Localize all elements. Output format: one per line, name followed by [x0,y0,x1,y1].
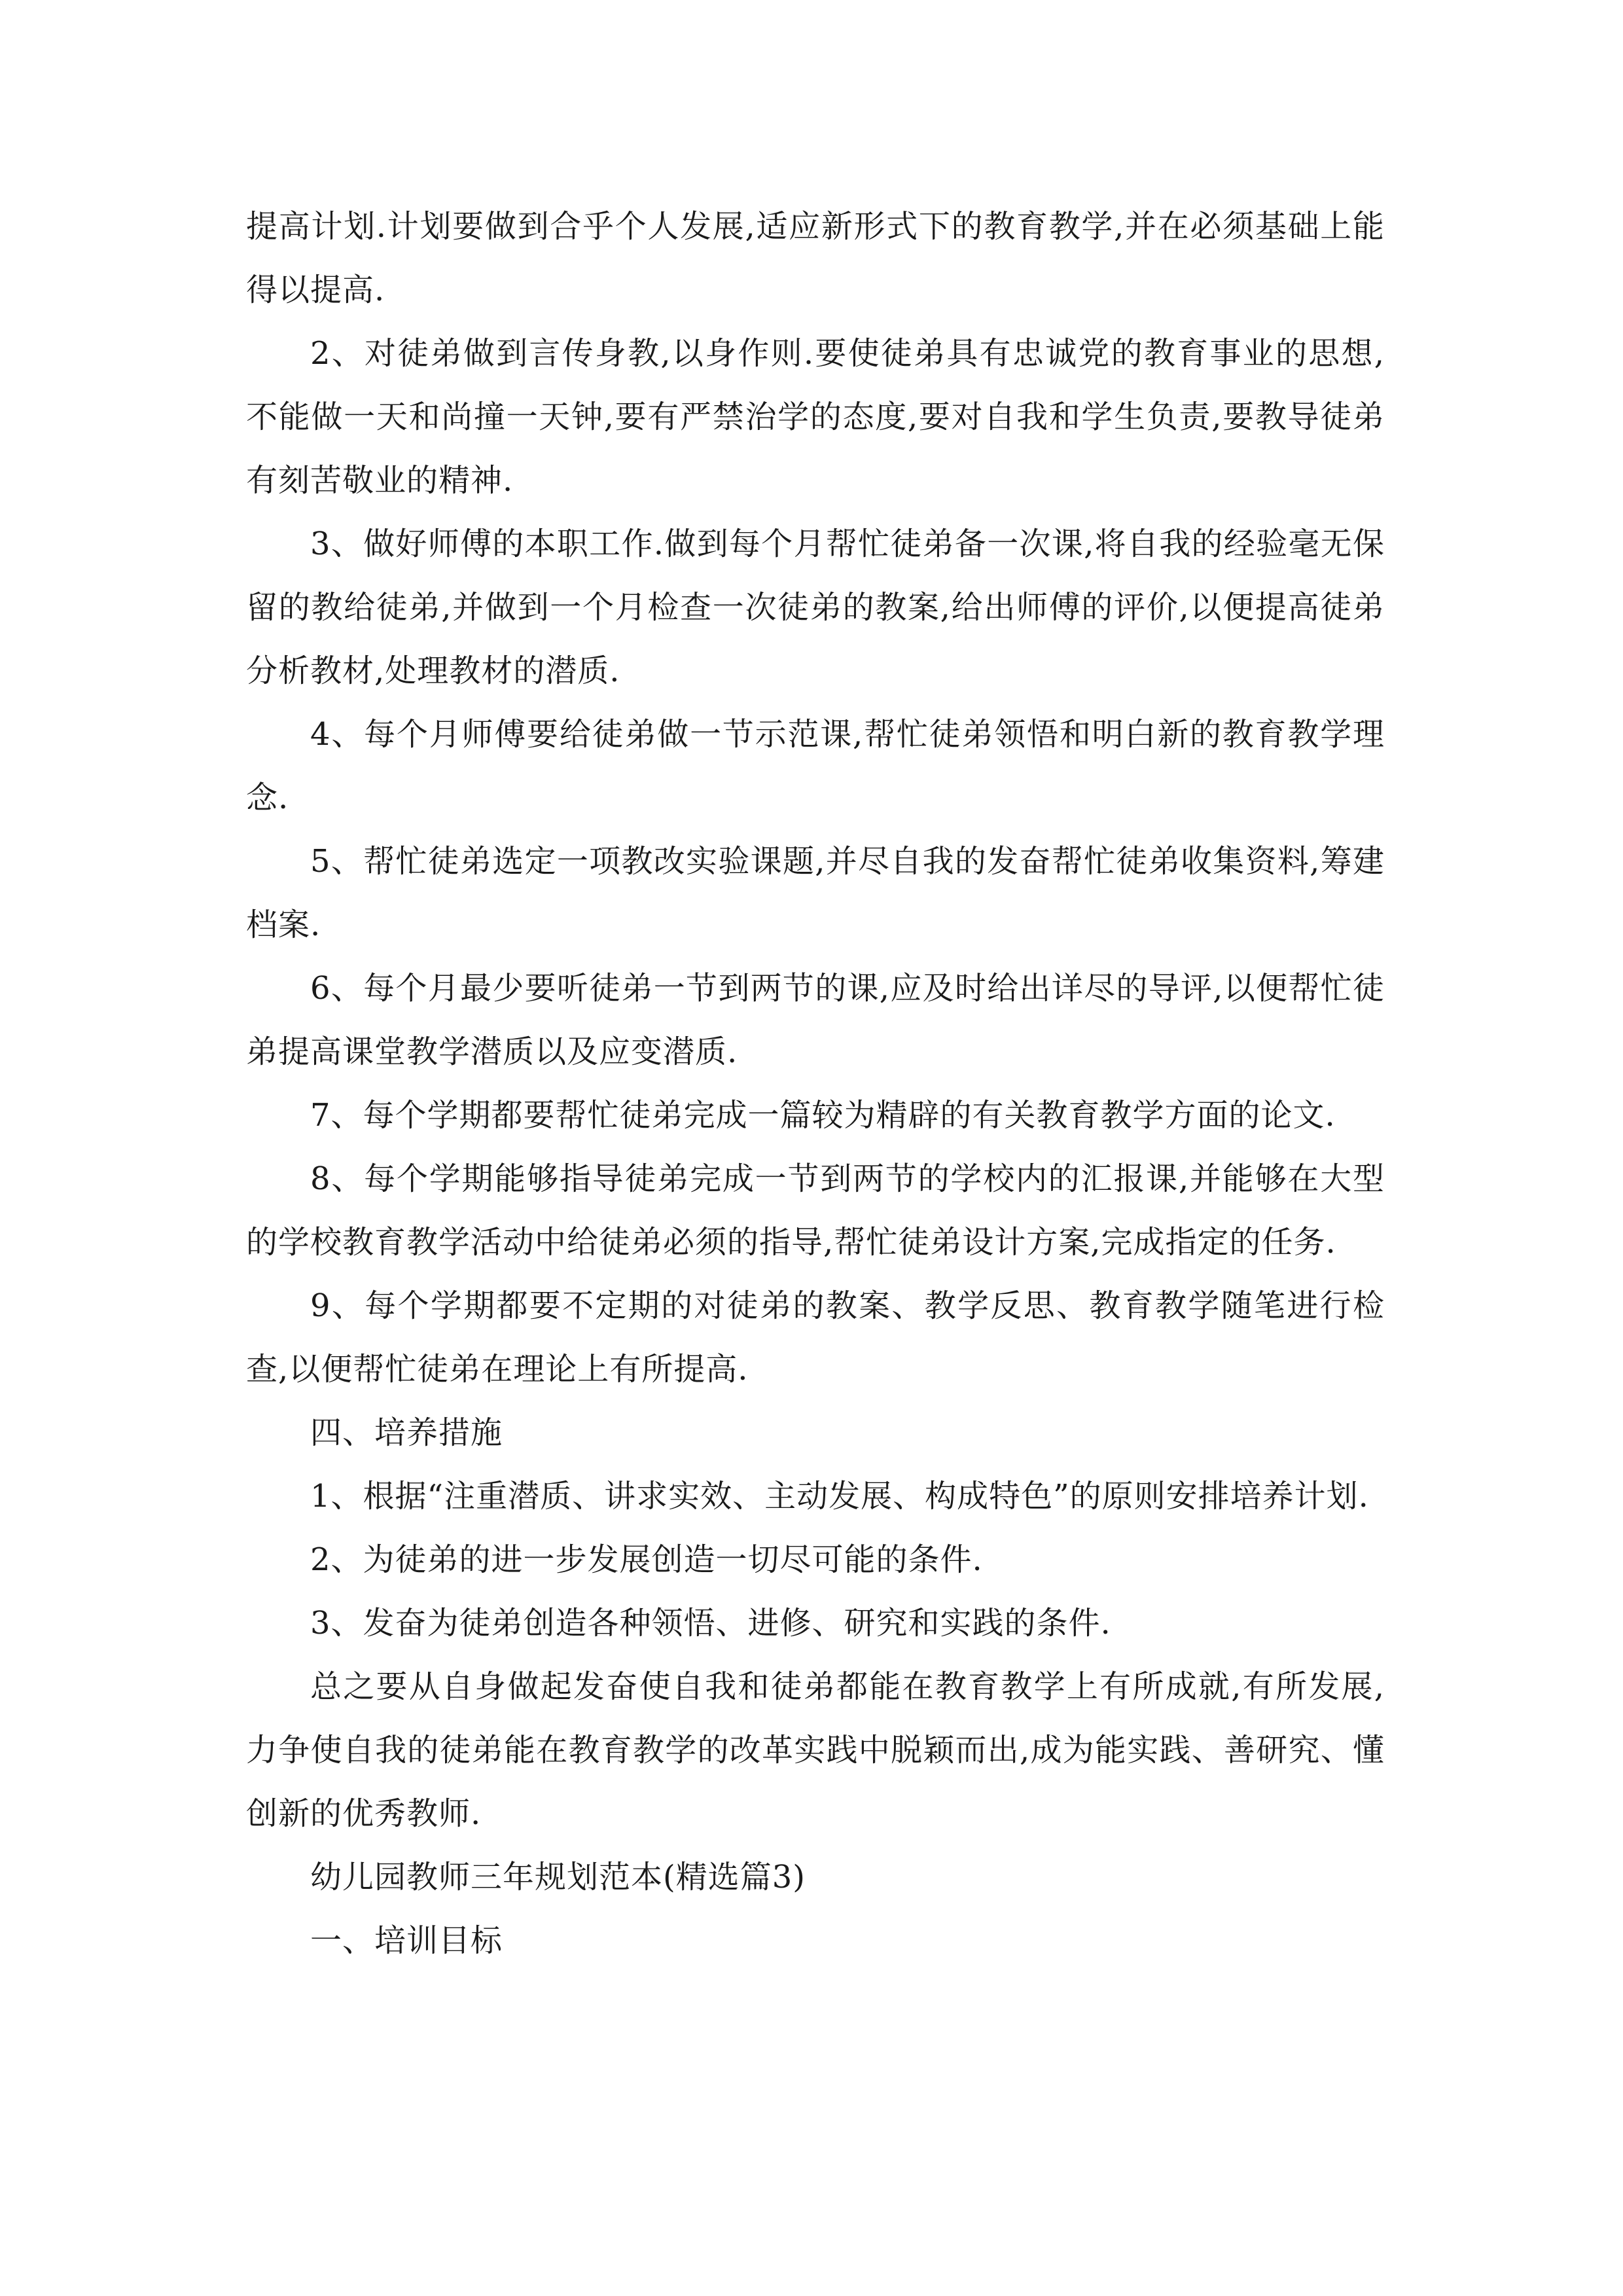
paragraph-item-2: 2、对徒弟做到言传身教,以身作则.要使徒弟具有忠诚党的教育事业的思想,不能做一天和尚撞一天钟,要有严禁治学的态度,要对自我和学生负责,要教导徒弟有刻苦敬业的精神. [246,335,1385,499]
measure-item-2: 2、为徒弟的进一步发展创造一切尽可能的条件. [310,1541,983,1578]
paragraph-continuation: 提高计划.计划要做到合乎个人发展,适应新形式下的教育教学,并在必须基础上能得以提高. [246,208,1385,308]
document-body [246,195,1385,1973]
paragraph-item-4: 4、每个月师傅要给徒弟做一节示范课,帮忙徒弟领悟和明白新的教育教学理念. [246,716,1385,816]
measure-item-1: 1、根据“注重潜质、讲求实效、主动发展、构成特色”的原则安排培养计划. [310,1478,1369,1515]
article-title-part-3: 幼儿园教师三年规划范本(精选篇3) [310,1859,806,1895]
measure-item-3: 3、发奋为徒弟创造各种领悟、进修、研究和实践的条件. [310,1605,1111,1641]
section-heading-measures: 四、培养措施 [310,1414,503,1451]
paragraph-item-9: 9、每个学期都要不定期的对徒弟的教案、教学反思、教育教学随笔进行检查,以便帮忙徒弟在理论上有所提高. [246,1287,1385,1388]
paragraph-item-3: 3、做好师傅的本职工作.做到每个月帮忙徒弟备一次课,将自我的经验毫无保留的教给徒弟,并做到一个月检查一次徒弟的教案,给出师傅的评价,以便提高徒弟分析教材,处理教材的潜质. [246,526,1385,689]
paragraph-item-7: 7、每个学期都要帮忙徒弟完成一篇较为精辟的有关教育教学方面的论文. [310,1097,1336,1134]
summary-paragraph: 总之要从自身做起发奋使自我和徒弟都能在教育教学上有所成就,有所发展,力争使自我的徒弟能在教育教学的改革实践中脱颖而出,成为能实践、善研究、懂创新的优秀教师. [246,1668,1385,1832]
section-heading-training-goal: 一、培训目标 [310,1922,503,1959]
paragraph-item-6: 6、每个月最少要听徒弟一节到两节的课,应及时给出详尽的导评,以便帮忙徒弟提高课堂教学潜质以及应变潜质. [246,970,1385,1070]
paragraph-item-8: 8、每个学期能够指导徒弟完成一节到两节的学校内的汇报课,并能够在大型的学校教育教学活动中给徒弟必须的指导,帮忙徒弟设计方案,完成指定的任务. [246,1160,1385,1261]
paragraph-item-5: 5、帮忙徒弟选定一项教改实验课题,并尽自我的发奋帮忙徒弟收集资料,筹建档案. [246,843,1385,943]
